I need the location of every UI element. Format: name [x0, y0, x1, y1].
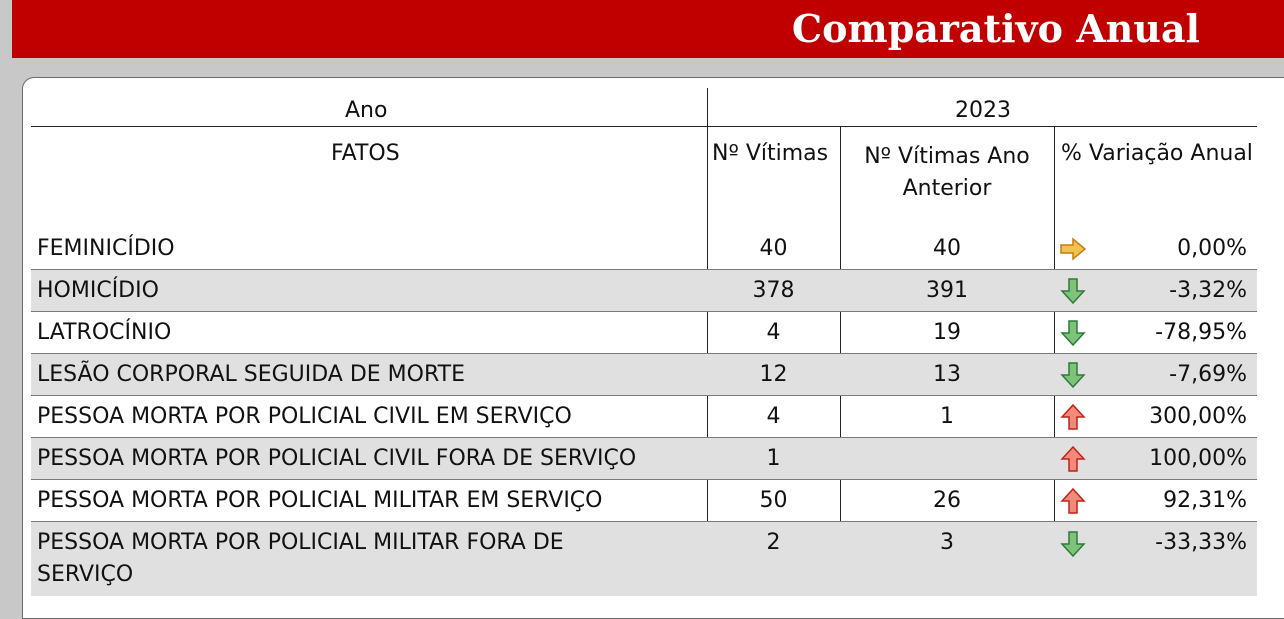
cell-fato: LATROCÍNIO — [37, 320, 172, 345]
cell-vitimas: 378 — [752, 278, 795, 303]
arrow-up-icon — [1058, 402, 1088, 432]
cell-variacao: 92,31% — [1163, 488, 1247, 513]
cell-fato: LESÃO CORPORAL SEGUIDA DE MORTE — [37, 362, 466, 387]
header-bar — [12, 0, 1284, 58]
column-header-vitimas-anterior: Nº Vítimas Ano Anterior — [864, 144, 1030, 201]
arrow-down-icon — [1058, 360, 1088, 390]
cell-fato: FEMINICÍDIO — [37, 236, 175, 261]
table-row — [31, 312, 1257, 354]
cell-fato: PESSOA MORTA POR POLICIAL MILITAR EM SERVIÇO — [37, 488, 603, 513]
cell-vitimas-anterior: 13 — [933, 362, 961, 387]
cell-vitimas-anterior: 1 — [940, 404, 954, 429]
cell-variacao: 100,00% — [1149, 446, 1247, 471]
cell-vitimas-anterior: 391 — [926, 278, 968, 303]
table-row — [31, 396, 1257, 438]
cell-vitimas-anterior: 19 — [933, 320, 961, 345]
cell-variacao: -78,95% — [1155, 320, 1247, 345]
column-header-variacao: % Variação Anual — [1061, 141, 1253, 166]
table-row — [31, 354, 1257, 396]
year-label: 2023 — [955, 98, 1011, 123]
column-header-vitimas: Nº Vítimas — [712, 141, 829, 166]
page-title: Comparativo Anual — [791, 6, 1200, 51]
cell-fato: PESSOA MORTA POR POLICIAL CIVIL EM SERVIÇO — [37, 404, 572, 429]
cell-vitimas: 4 — [766, 320, 781, 345]
table-row — [31, 270, 1257, 312]
cell-variacao: -33,33% — [1155, 530, 1247, 555]
arrow-down-icon — [1058, 318, 1088, 348]
arrow-right-icon — [1058, 234, 1088, 264]
cell-fato: PESSOA MORTA POR POLICIAL CIVIL FORA DE SERVIÇO — [37, 446, 637, 471]
table-row — [31, 228, 1257, 270]
cell-vitimas-anterior: 26 — [933, 488, 961, 513]
ano-label: Ano — [345, 98, 388, 123]
header-divider — [31, 126, 1257, 127]
column-header-fatos: FATOS — [331, 141, 400, 166]
arrow-down-icon — [1058, 529, 1088, 559]
cell-vitimas: 40 — [759, 236, 788, 261]
table-panel — [22, 77, 1284, 619]
cell-vitimas-anterior: 3 — [940, 530, 954, 555]
arrow-up-icon — [1058, 444, 1088, 474]
cell-vitimas-anterior: 40 — [933, 236, 961, 261]
divider-vertical — [707, 88, 708, 126]
cell-variacao: 0,00% — [1177, 236, 1247, 261]
cell-vitimas: 1 — [766, 446, 781, 471]
arrow-up-icon — [1058, 486, 1088, 516]
table-row — [31, 438, 1257, 480]
cell-fato: HOMICÍDIO — [37, 278, 159, 303]
cell-variacao: -7,69% — [1169, 362, 1247, 387]
cell-vitimas-anterior — [840, 438, 1054, 479]
table-row — [31, 522, 1257, 596]
cell-vitimas: 12 — [759, 362, 788, 387]
comparison-table — [31, 86, 1257, 606]
cell-variacao: -3,32% — [1169, 278, 1247, 303]
cell-vitimas: 50 — [759, 488, 788, 513]
table-row — [31, 480, 1257, 522]
cell-fato: PESSOA MORTA POR POLICIAL MILITAR FORA DE SERVIÇO — [37, 530, 564, 587]
cell-variacao: 300,00% — [1149, 404, 1247, 429]
cell-vitimas: 4 — [766, 404, 781, 429]
arrow-down-icon — [1058, 276, 1088, 306]
cell-vitimas: 2 — [766, 530, 781, 555]
